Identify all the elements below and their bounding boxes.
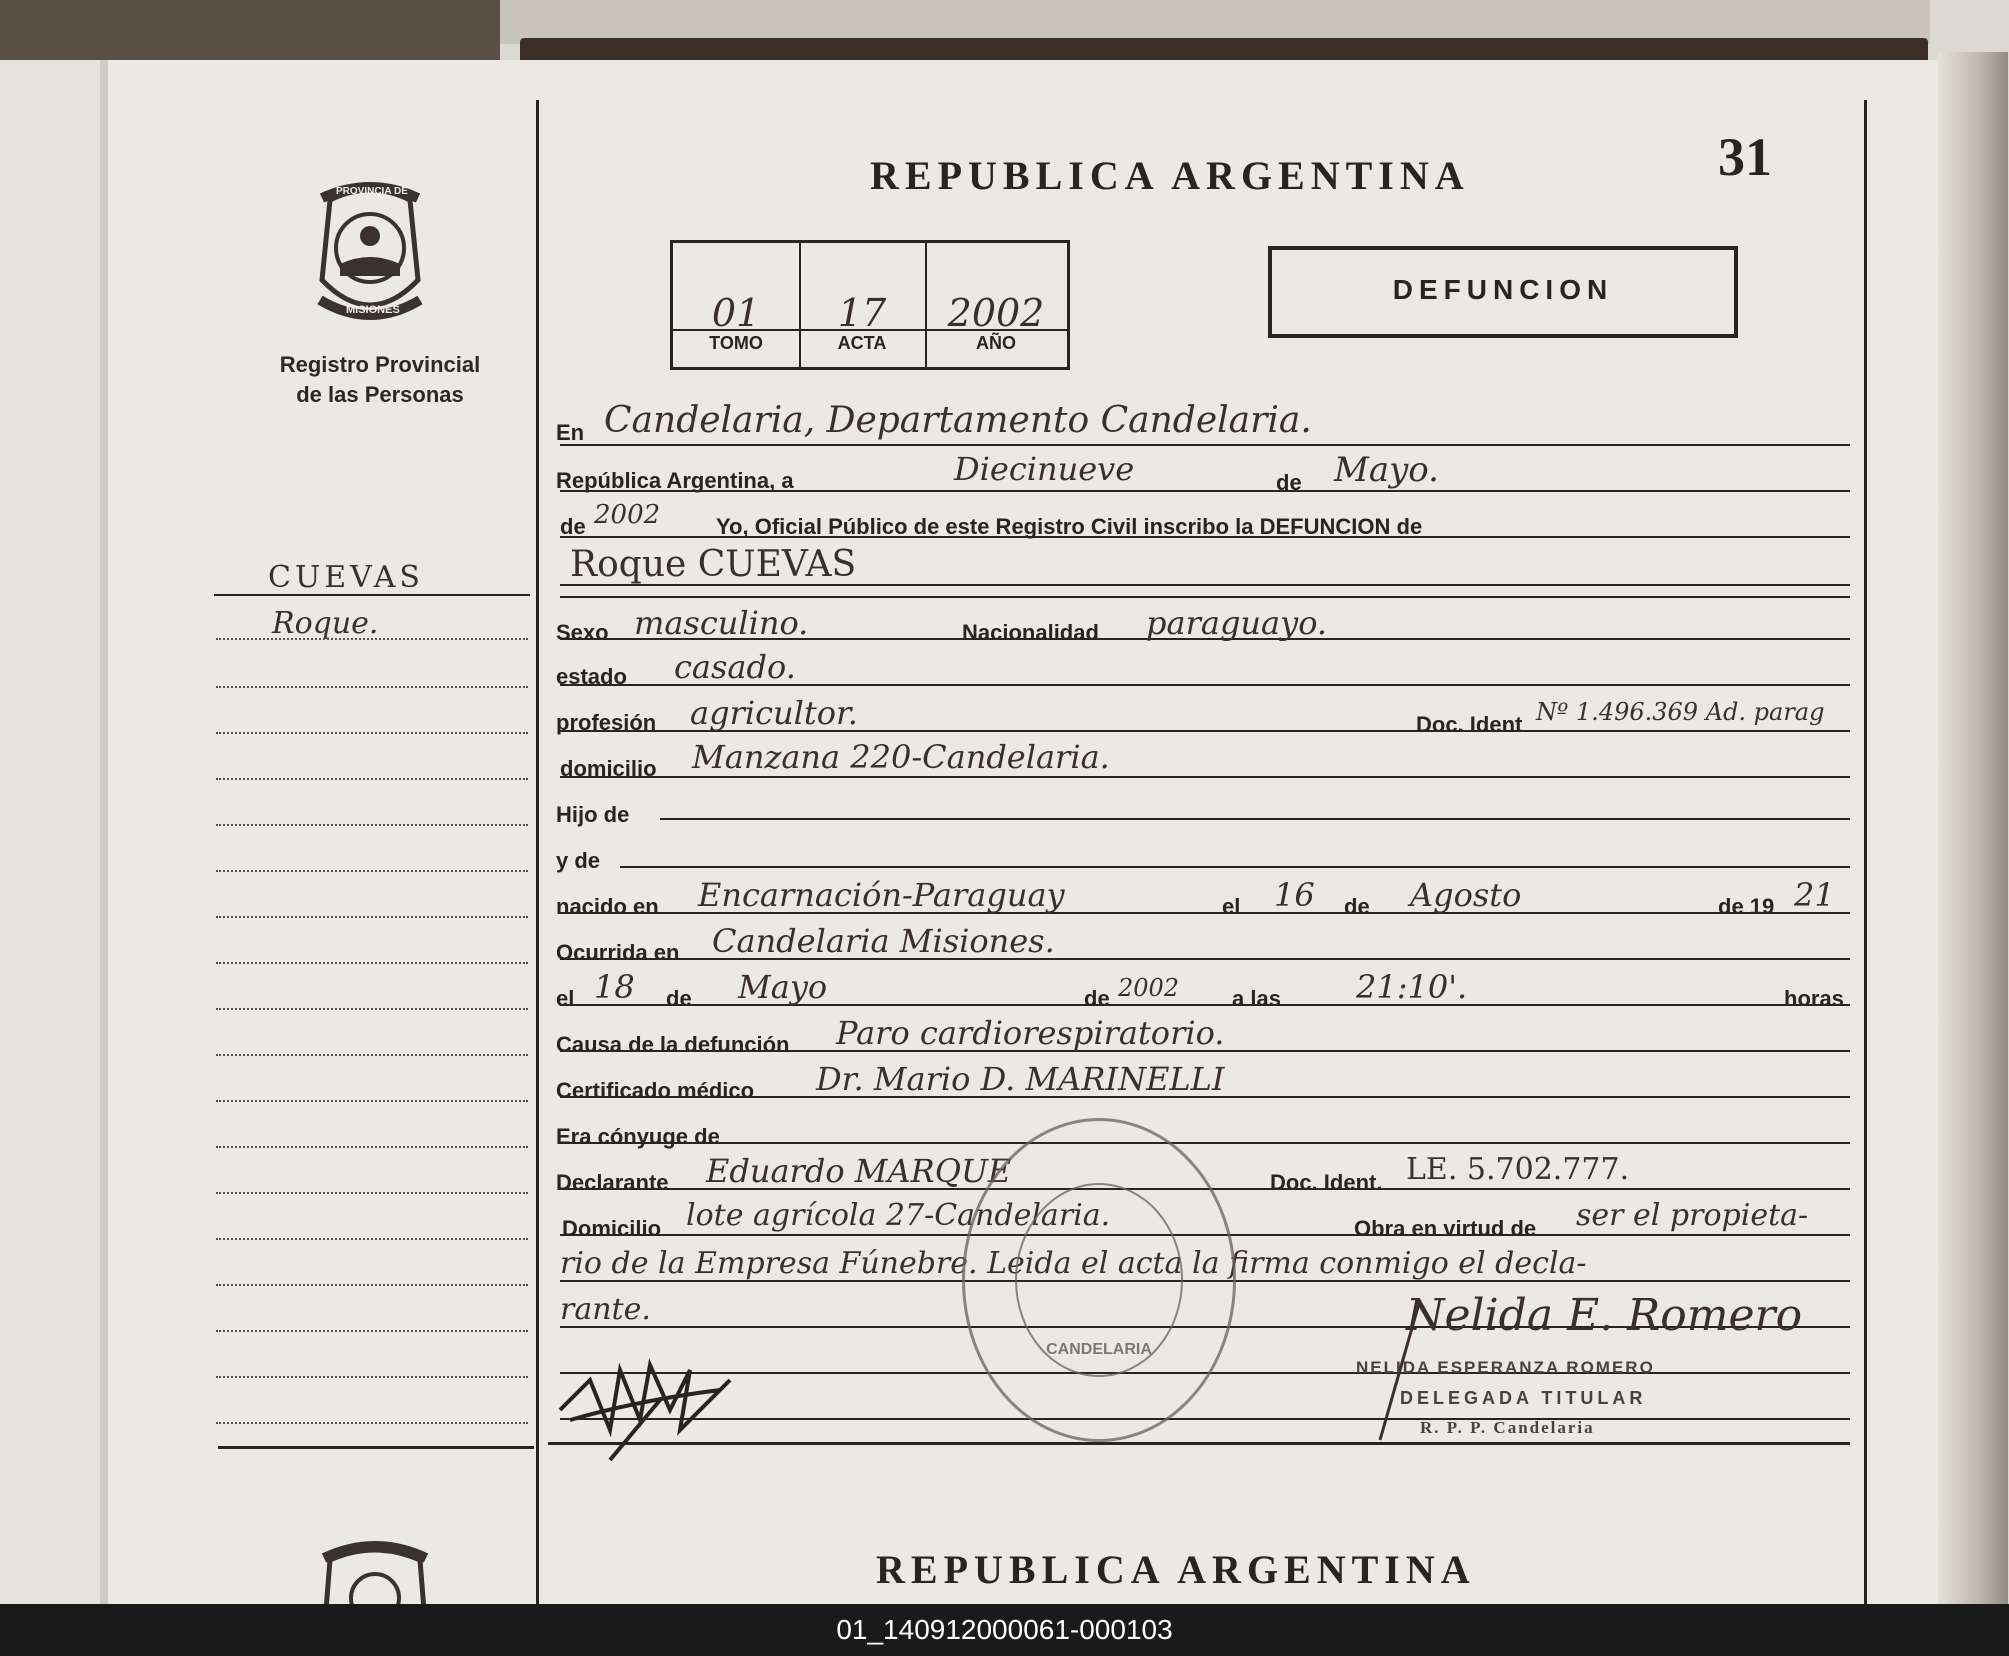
- nacionalidad-label: Nacionalidad: [962, 620, 1099, 645]
- registry-line2: de las Personas: [296, 382, 464, 407]
- margin-line: [216, 1192, 528, 1194]
- country-title-next: REPUBLICA ARGENTINA: [876, 1547, 1476, 1592]
- official-title-stamp: DELEGADA TITULAR: [1400, 1388, 1647, 1408]
- domicilio-declarante-label: Domicilio: [562, 1216, 662, 1241]
- physician-value: Dr. Mario D. MARINELLI: [816, 1060, 1225, 1098]
- nacido-label: nacido en: [556, 894, 659, 919]
- certificado-label: Certificado médico: [556, 1078, 755, 1103]
- margin-line: [216, 1238, 528, 1240]
- margin-bottom-rule: [218, 1446, 534, 1449]
- birth-month-value: Agosto: [1410, 876, 1522, 914]
- death-year-value: 2002: [1118, 974, 1180, 1002]
- en-label: En: [556, 420, 585, 445]
- conyuge-label: Era cónyuge de: [556, 1124, 720, 1149]
- death-place-value: Candelaria Misiones.: [712, 922, 1055, 960]
- declarant-value: Eduardo MARQUE: [706, 1152, 1012, 1190]
- margin-line: [216, 638, 528, 640]
- margin-line: [216, 778, 528, 780]
- birthplace-value: Encarnación-Paraguay: [698, 876, 1065, 914]
- row-line: [560, 776, 1850, 778]
- margin-line: [216, 1284, 528, 1286]
- declarant-address-value: lote agrícola 27-Candelaria.: [686, 1198, 1111, 1233]
- sex-value: masculino.: [634, 604, 809, 642]
- deceased-name: Roque CUEVAS: [570, 544, 857, 585]
- row-line: [560, 596, 1850, 598]
- official-office-stamp: R. P. P. Candelaria: [1420, 1418, 1595, 1437]
- de-death-label: de: [666, 986, 692, 1011]
- estado-label: estado: [556, 664, 627, 689]
- el-label: el: [1222, 894, 1241, 919]
- row-line: [560, 1142, 1850, 1144]
- margin-line: [216, 1330, 528, 1332]
- margin-line: [216, 962, 528, 964]
- row-line: [560, 1418, 1850, 1420]
- official-signature: Nelida E. Romero: [1406, 1290, 1803, 1341]
- profesion-label: profesión: [556, 710, 657, 735]
- domicilio-label: domicilio: [560, 756, 657, 781]
- book-cover: [0, 0, 500, 62]
- tomo-label: TOMO: [709, 333, 763, 353]
- page-stack-edge: [1938, 52, 2008, 1604]
- ocurrida-label: Ocurrida en: [556, 940, 680, 965]
- obra-line3: rante.: [560, 1292, 651, 1327]
- birth-year-value: 21: [1794, 876, 1835, 914]
- tomo-cell: [673, 243, 801, 367]
- margin-line: [216, 916, 528, 918]
- declarant-signature: [550, 1340, 750, 1470]
- month-value: Mayo.: [1334, 450, 1439, 490]
- causa-label: Causa de la defunción: [556, 1032, 790, 1057]
- doc-ident-label: Doc. Ident: [1416, 712, 1523, 737]
- year-value: 2002: [594, 500, 661, 530]
- declarant-doc-value: LE. 5.702.777.: [1406, 1152, 1630, 1187]
- left-page-strip: [0, 60, 100, 1604]
- de-19-label: de 19: [1718, 894, 1775, 919]
- place-value: Candelaria, Departamento Candelaria.: [604, 400, 1312, 441]
- row-line: [660, 818, 1850, 820]
- margin-line: [216, 1422, 528, 1424]
- acta-label: ACTA: [837, 333, 887, 353]
- death-day-value: 18: [594, 968, 635, 1006]
- image-id-label: 01_140912000061-000103: [836, 1614, 1173, 1645]
- margin-line: [216, 1008, 528, 1010]
- margin-given-name: Roque.: [272, 606, 379, 641]
- record-number-box: [670, 240, 1070, 370]
- seal-text-bottom: MISIONES: [346, 304, 400, 316]
- de-label: de: [1276, 470, 1302, 495]
- margin-surname: CUEVAS: [268, 560, 424, 595]
- page-number: 31: [1718, 127, 1772, 187]
- nationality-value: paraguayo.: [1146, 604, 1328, 642]
- birth-day-value: 16: [1274, 876, 1315, 914]
- cause-value: Paro cardiorespiratorio.: [836, 1014, 1225, 1052]
- margin-line: [216, 686, 528, 688]
- ano-cell: [925, 243, 1067, 367]
- y-de-label: y de: [556, 848, 601, 873]
- record-type: DEFUNCION: [1392, 274, 1614, 305]
- province-seal-bottom-icon: [310, 1540, 440, 1604]
- obra-line2: rio de la Empresa Fúnebre. Leida el acta la firma conmigo el decla-: [560, 1246, 1587, 1281]
- acta-cell: [799, 243, 927, 367]
- right-border: [1864, 100, 1867, 1604]
- day-value: Diecinueve: [954, 450, 1135, 488]
- de-year-label: de: [560, 514, 586, 539]
- address-value: Manzana 220-Candelaria.: [692, 738, 1110, 776]
- republica-label: República Argentina, a: [556, 468, 794, 493]
- de-death-year-label: de: [1084, 986, 1110, 1011]
- image-id-bar: [0, 1604, 2009, 1656]
- margin-line: [216, 1100, 528, 1102]
- ano-label: AÑO: [976, 333, 1016, 353]
- record-type-box: [1268, 246, 1738, 338]
- death-time-value: 21:10'.: [1356, 968, 1468, 1006]
- official-name-stamp: NELIDA ESPERANZA ROMERO: [1356, 1358, 1655, 1377]
- margin-divider: [536, 100, 539, 1604]
- row-line: [620, 866, 1850, 868]
- registry-name: [240, 350, 520, 410]
- ano-value: 2002: [947, 291, 1045, 335]
- obra-value: ser el propieta-: [1576, 1198, 1809, 1233]
- stamp-text: CANDELARIA: [1046, 1341, 1152, 1358]
- el-death-label: el: [556, 986, 575, 1011]
- margin-line: [216, 732, 528, 734]
- doc-ident-value: Nº 1.496.369 Ad. parag: [1536, 698, 1825, 726]
- obra-label: Obra en virtud de: [1354, 1216, 1537, 1241]
- round-official-stamp: [962, 1118, 1236, 1442]
- country-title: REPUBLICA ARGENTINA: [870, 153, 1470, 198]
- seal-text-top: PROVINCIA DE: [336, 186, 408, 197]
- margin-line: [216, 1054, 528, 1056]
- sexo-label: Sexo: [556, 620, 609, 645]
- a-las-label: a las: [1232, 986, 1281, 1011]
- doc-ident-2-label: Doc. Ident.: [1270, 1170, 1383, 1195]
- row-line: [560, 444, 1850, 446]
- marital-status-value: casado.: [674, 648, 796, 686]
- registry-line1: Registro Provincial: [279, 352, 481, 377]
- profession-value: agricultor.: [690, 694, 858, 732]
- hijo-de-label: Hijo de: [556, 802, 630, 827]
- margin-line: [216, 870, 528, 872]
- inscription-text: Yo, Oficial Público de este Registro Civil inscribo la DEFUNCION de: [716, 514, 1423, 539]
- de-birth-label: de: [1344, 894, 1370, 919]
- acta-value: 17: [837, 291, 887, 335]
- horas-label: horas: [1784, 986, 1844, 1011]
- page-gutter: [100, 60, 108, 1604]
- margin-line: [216, 1146, 528, 1148]
- tomo-value: 01: [711, 291, 761, 335]
- declarante-label: Declarante: [556, 1170, 669, 1195]
- death-month-value: Mayo: [738, 968, 828, 1006]
- margin-line: [216, 824, 528, 826]
- margin-line: [216, 1376, 528, 1378]
